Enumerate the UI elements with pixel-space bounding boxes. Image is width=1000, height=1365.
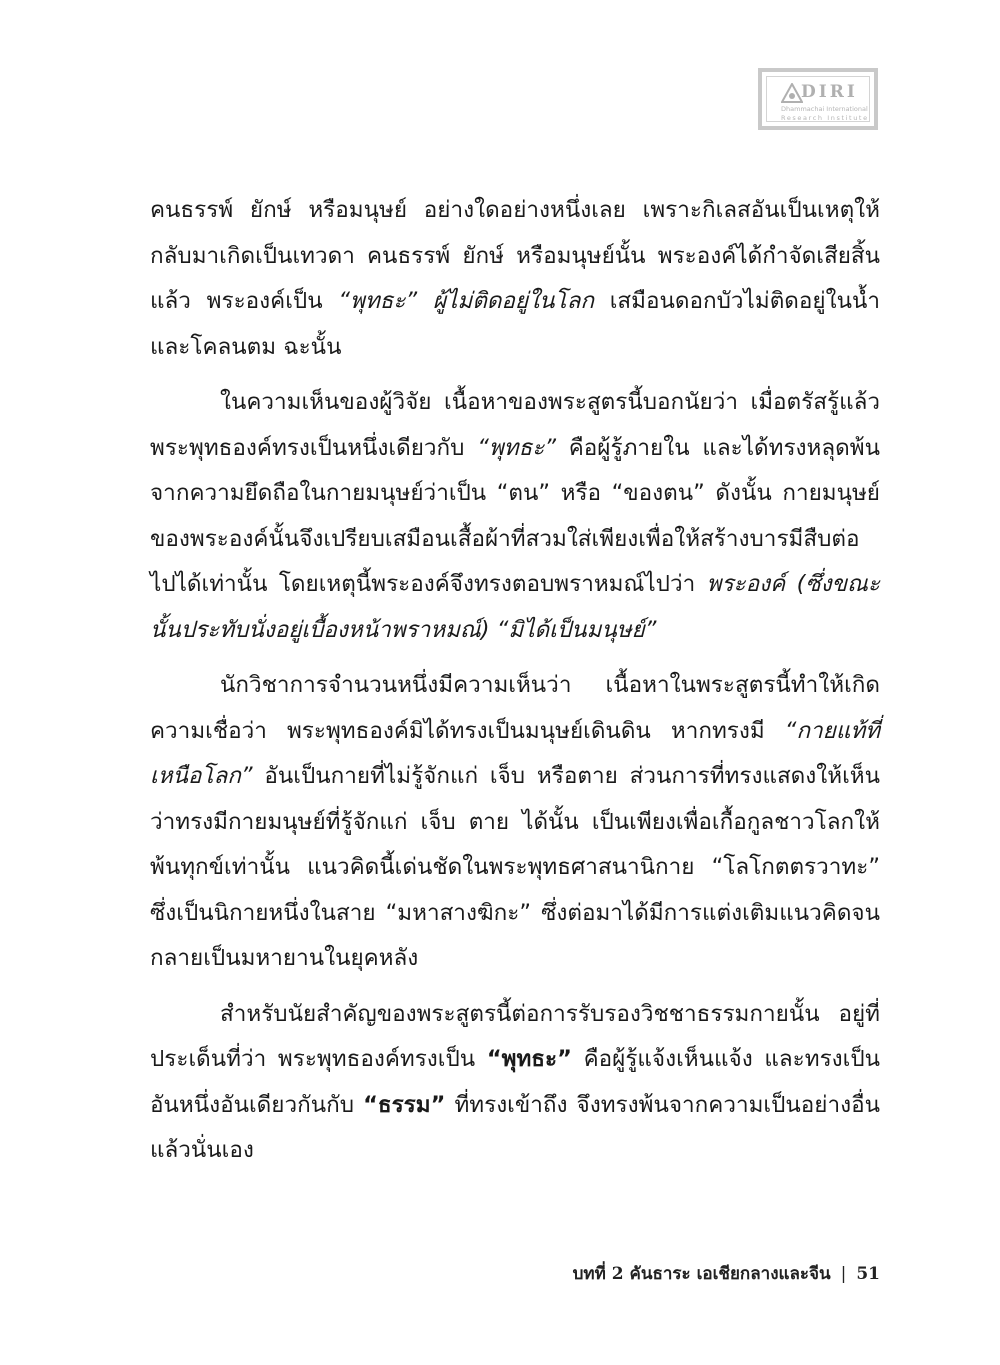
italic-run: “กายแท้ที่เหนือโลก” xyxy=(150,717,880,789)
bold-run: “ธรรม” xyxy=(363,1091,446,1118)
italic-run: พระองค์ (ซึ่งขณะนั้นประทับนั่งอยู่เบื้องหน้าพราหมณ์) “มิได้เป็นมนุษย์” xyxy=(150,571,880,643)
logo-title: DIRI xyxy=(801,82,858,102)
logo-subtitle-line2: Research Institute xyxy=(781,114,869,122)
bold-run: “พุทธะ” xyxy=(486,1046,572,1072)
italic-run: “พุทธะ” ผู้ไม่ติดอยู่ในโลก xyxy=(338,288,594,314)
diri-logo xyxy=(758,68,878,130)
paragraph-3 xyxy=(150,663,880,982)
text-run: นักวิชาการจำนวนหนึ่งมีความเห็นว่า เนื้อหาในพระสูตรนี้ทำให้เกิดความเชื่อว่า พระพุทธองค์มิได้ทรงเป็นมนุษย์เดินดิน หากทรงมี xyxy=(150,672,880,744)
footer-separator: | xyxy=(840,1264,847,1284)
italic-run: “พุทธะ” xyxy=(477,434,556,461)
text-run: ในความเห็นของผู้วิจัย เนื้อหาของพระสูตรนี้บอกนัยว่า เมื่อตรัสรู้แล้ว พระพุทธองค์ทรงเป็นหนึ่งเดียวกับ xyxy=(150,389,880,461)
text-run: สำหรับนัยสำคัญของพระสูตรนี้ต่อการรับรองวิชชาธรรมกายนั้น อยู่ที่ประเด็นที่ว่า พระพุทธองค์ทรงเป็น xyxy=(150,1000,880,1072)
paragraph-4 xyxy=(150,992,880,1174)
body-text xyxy=(150,188,880,1184)
text-run: อันเป็นกายที่ไม่รู้จักแก่ เจ็บ หรือตาย ส่วนการที่ทรงแสดงให้เห็นว่าทรงมีกายมนุษย์ที่รู้จักแก่ เจ็บ ตาย ได้นั้น เป็นเพียงเพื่อเกื้อกูลชาวโลกให้พ้นทุกข์เท่านั้น แนวคิดนี้เด่นชัดในพระพุทธศาสนานิกาย “โลโกตตรวาทะ” ซึ่งเป็นนิกายหนึ่งในสาย “มหาสางฆิกะ” ซึ่งต่อมาได้มีการแต่งเติมแนวคิดจนกลายเป็นมหายานในยุคหลัง xyxy=(150,763,880,971)
page-footer xyxy=(573,1260,880,1287)
chapter-title: บทที่ 2 คันธาระ เอเชียกลางและจีน xyxy=(572,1264,831,1284)
paragraph-2 xyxy=(150,380,880,653)
paragraph-1 xyxy=(150,188,880,370)
logo-subtitle-line1: Dhammachai International xyxy=(781,105,868,113)
text-run: เสมือนดอกบัวไม่ติดอยู่ในน้ำและโคลนตม ฉะนั้น xyxy=(150,288,880,360)
text-run: คือผู้รู้ภายใน และได้ทรงหลุดพ้นจากความยึดถือในกายมนุษย์ว่าเป็น “ตน” หรือ “ของตน” ดังนั้น กายมนุษย์ของพระองค์นั้นจึงเปรียบเสมือนเสื้อผ้าที่สวมใส่เพียงเพื่อให้สร้างบารมีสืบต่อไปได้เท่านั้น โดยเหตุนี้พระองค์จึงทรงตอบพราหมณ์ไปว่า xyxy=(150,434,880,597)
logo-frame xyxy=(766,76,870,122)
dhammachai-triangle-icon xyxy=(781,83,803,103)
text-run: คือผู้รู้แจ้งเห็นแจ้ง และทรงเป็นอันหนึ่งอันเดียวกันกับ xyxy=(150,1046,881,1118)
page-number: 51 xyxy=(856,1264,880,1284)
text-run: ที่ทรงเข้าถึง จึงทรงพ้นจากความเป็นอย่างอื่นแล้วนั่นเอง xyxy=(150,1091,880,1163)
text-run: คนธรรพ์ ยักษ์ หรือมนุษย์ อย่างใดอย่างหนึ่งเลย เพราะกิเลสอันเป็นเหตุให้กลับมาเกิดเป็นเทวดา คนธรรพ์ ยักษ์ หรือมนุษย์นั้น พระองค์ได้กำจัดเสียสิ้นแล้ว พระองค์เป็น xyxy=(150,197,880,314)
